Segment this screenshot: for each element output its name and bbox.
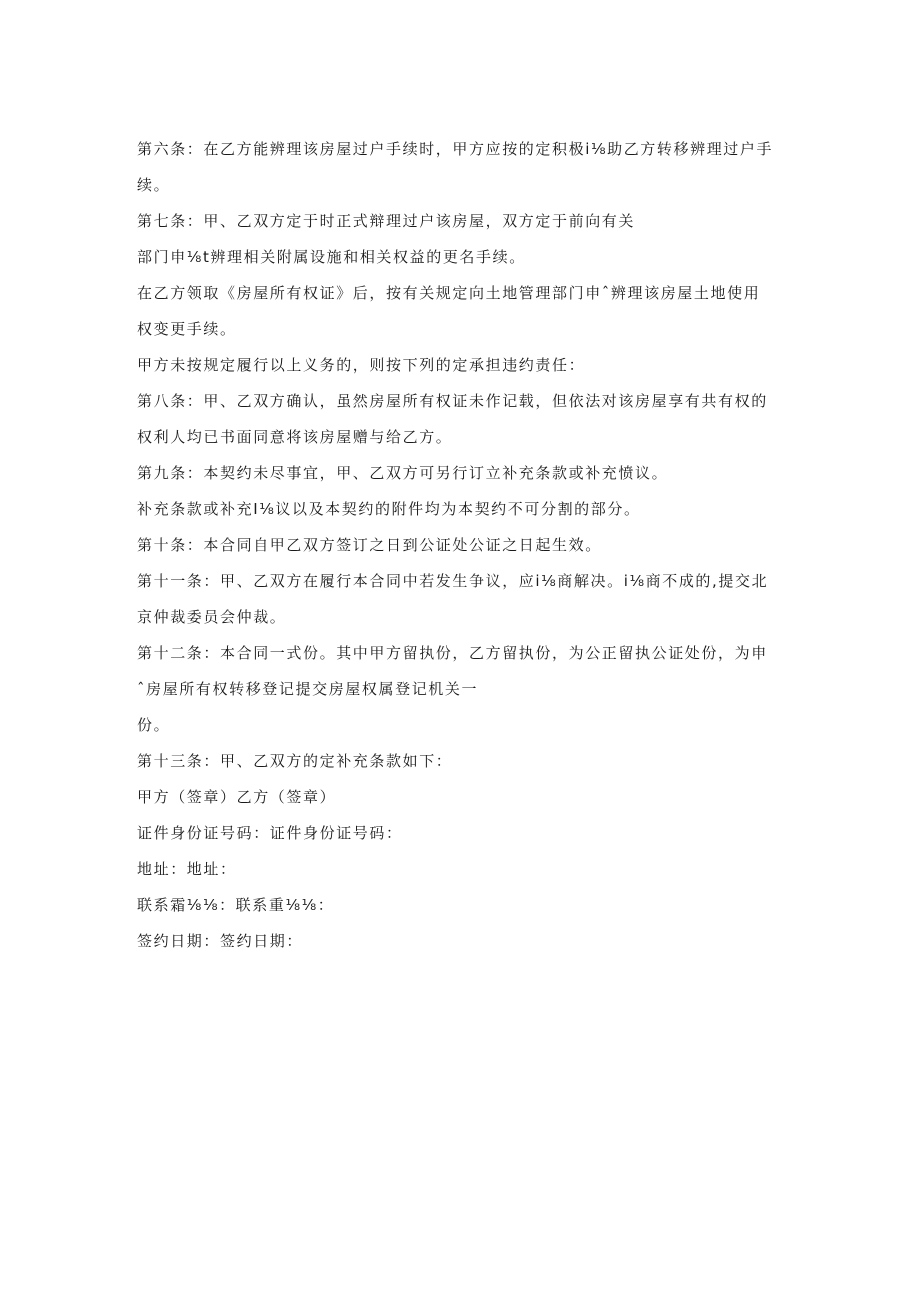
article-12-line-2: ˆ房屋所有权转移登记提交房屋权属登记机关一 [137,680,479,698]
id-number-line: 证件身份证号码：证件身份证号码： [137,824,403,842]
article-7-line-2: 部门申⅛t辨理相关附属设施和相关权益的更名手续。 [137,248,526,266]
article-13-line: 第十三条：甲、乙双方的定补充条款如下： [137,752,453,770]
article-8-line-1: 第八条：甲、乙双方确认，虽然房屋所有权证未作记载，但依法对该房屋享有共有权的 [137,392,768,410]
breach-liability-line: 甲方未按规定履行以上义务的，则按下列的定承担违约责任： [137,356,586,374]
article-6-line-2: 续。 [137,176,171,194]
article-8-line-2: 权利人均已书面同意将该房屋赠与给乙方。 [137,428,453,446]
article-9-line-1: 第九条：本契约未尽事宜，甲、乙双方可另行订立补充条款或补充愤议。 [137,464,669,482]
article-11-line-2: 京仲裁委员会仲裁。 [137,608,287,626]
address-line: 地址：地址： [137,860,237,878]
article-10-line: 第十条：本合同自甲乙双方签订之日到公证处公证之日起生效。 [137,536,602,554]
land-use-line-1: 在乙方领取《房屋所有权证》后，按有关规定向土地管理部门申ˆ辨理该房屋土地使用 [137,284,761,302]
article-11-line-1: 第十一条：甲、乙双方在履行本合同中若发生争议，应i⅛商解决。i⅛商不成的,提交北 [137,572,769,590]
signing-date-line: 签约日期：签约日期： [137,932,304,950]
article-12-line-1: 第十二条：本合同一式份。其中甲方留执份，乙方留执份，为公正留执公证处份，为申 [137,644,768,662]
land-use-line-2: 权变更手续。 [137,320,237,338]
contact-phone-line: 联系霜⅛⅛：联系重⅛⅛： [137,896,335,914]
signature-line: 甲方（签章）乙方（签章） [137,788,337,806]
article-9-line-2: 补充条款或补充I⅛议以及本契约的附件均为本契约不可分割的部分。 [137,500,641,518]
article-7-line-1: 第七条：甲、乙双方定于时正式辩理过户该房屋，双方定于前向有关 [137,212,636,230]
article-6-line-1: 第六条：在乙方能辨理该房屋过户手续时，甲方应按的定积极i⅛助乙方转移辨理过户手 [137,140,774,158]
contract-body [137,138,797,966]
article-12-line-3: 份。 [137,716,171,734]
